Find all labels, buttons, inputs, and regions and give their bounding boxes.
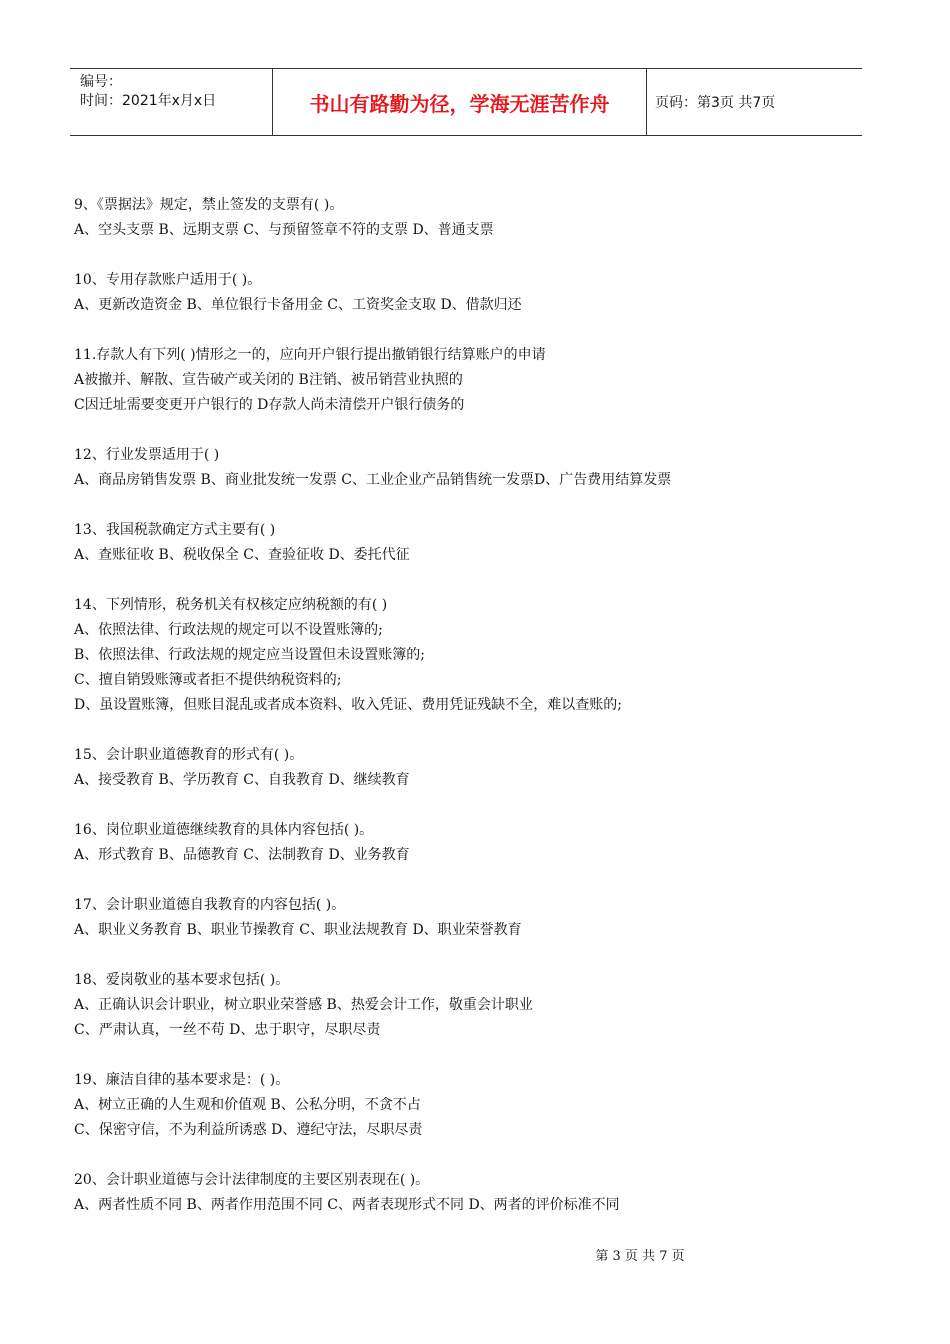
question-item: [74, 268, 874, 318]
question-text: 12、行业发票适用于( ): [74, 447, 220, 463]
question-text: 16、岗位职业道德继续教育的具体内容包括( )。: [74, 822, 374, 838]
question-text: 17、会计职业道德自我教育的内容包括( )。: [74, 897, 346, 913]
question-list: [74, 193, 874, 1243]
question-options: A、空头支票 B、远期支票 C、与预留签章不符的支票 D、普通支票: [74, 222, 494, 238]
question-options: A、形式教育 B、品德教育 C、法制教育 D、业务教育: [74, 847, 410, 863]
question-item: [74, 1168, 874, 1218]
question-text: 18、爱岗敬业的基本要求包括( )。: [74, 972, 290, 988]
question-item: [74, 593, 874, 718]
page-header: [70, 68, 862, 136]
question-options: A被撤并、解散、宣告破产或关闭的 B注销、被吊销营业执照的: [74, 372, 463, 388]
question-options: C因迁址需要变更开户银行的 D存款人尚未清偿开户银行债务的: [74, 397, 465, 413]
question-options: C、严肃认真，一丝不苟 D、忠于职守，尽职尽责: [74, 1022, 381, 1038]
question-options: A、商品房销售发票 B、商业批发统一发票 C、工业企业产品销售统一发票D、广告费用结算发票: [74, 472, 672, 488]
document-number-label: 编号：: [80, 74, 122, 90]
header-page-indicator: 页码：第3页 共7页: [655, 95, 776, 111]
question-options: A、接受教育 B、学历教育 C、自我教育 D、继续教育: [74, 772, 410, 788]
page-footer: [0, 1245, 950, 1264]
question-text: 15、会计职业道德教育的形式有( )。: [74, 747, 304, 763]
header-motto: 书山有路勤为径，学海无涯苦作舟: [273, 69, 647, 135]
question-options: B、依照法律、行政法规的规定应当设置但未设置账簿的;: [74, 647, 426, 663]
question-item: [74, 893, 874, 943]
question-options: A、职业义务教育 B、职业节操教育 C、职业法规教育 D、职业荣誉教育: [74, 922, 522, 938]
header-meta-cell: [70, 69, 273, 135]
question-text: 13、我国税款确定方式主要有( ): [74, 522, 276, 538]
question-item: [74, 518, 874, 568]
question-text: 10、专用存款账户适用于( )。: [74, 272, 262, 288]
question-options: A、依照法律、行政法规的规定可以不设置账簿的;: [74, 622, 383, 638]
question-text: 19、廉洁自律的基本要求是：( )。: [74, 1072, 290, 1088]
question-options: A、两者性质不同 B、两者作用范围不同 C、两者表现形式不同 D、两者的评价标准不同: [74, 1197, 620, 1213]
question-text: 11.存款人有下列( )情形之一的，应向开户银行提出撤销银行结算账户的申请: [74, 347, 546, 363]
question-options: A、树立正确的人生观和价值观 B、公私分明，不贪不占: [74, 1097, 421, 1113]
question-options: A、查账征收 B、税收保全 C、查验征收 D、委托代征: [74, 547, 410, 563]
question-text: 9、《票据法》规定，禁止签发的支票有( )。: [74, 197, 344, 213]
question-options: C、擅自销毁账簿或者拒不提供纳税资料的;: [74, 672, 342, 688]
question-item: [74, 343, 874, 418]
question-text: 20、会计职业道德与会计法律制度的主要区别表现在( )。: [74, 1172, 430, 1188]
question-options: C、保密守信，不为利益所诱惑 D、遵纪守法，尽职尽责: [74, 1122, 423, 1138]
question-item: [74, 193, 874, 243]
document-time-label: 时间：2021年x月x日: [80, 93, 217, 109]
question-options: A、正确认识会计职业，树立职业荣誉感 B、热爱会计工作，敬重会计职业: [74, 997, 533, 1013]
question-text: 14、下列情形，税务机关有权核定应纳税额的有( ): [74, 597, 388, 613]
question-item: [74, 1068, 874, 1143]
question-item: [74, 743, 874, 793]
question-options: D、虽设置账簿，但账目混乱或者成本资料、收入凭证、费用凭证残缺不全，难以查账的;: [74, 697, 622, 713]
question-item: [74, 818, 874, 868]
question-item: [74, 968, 874, 1043]
question-item: [74, 443, 874, 493]
footer-page-number: 第 3 页 共 7 页: [595, 1249, 685, 1264]
question-options: A、更新改造资金 B、单位银行卡备用金 C、工资奖金支取 D、借款归还: [74, 297, 522, 313]
